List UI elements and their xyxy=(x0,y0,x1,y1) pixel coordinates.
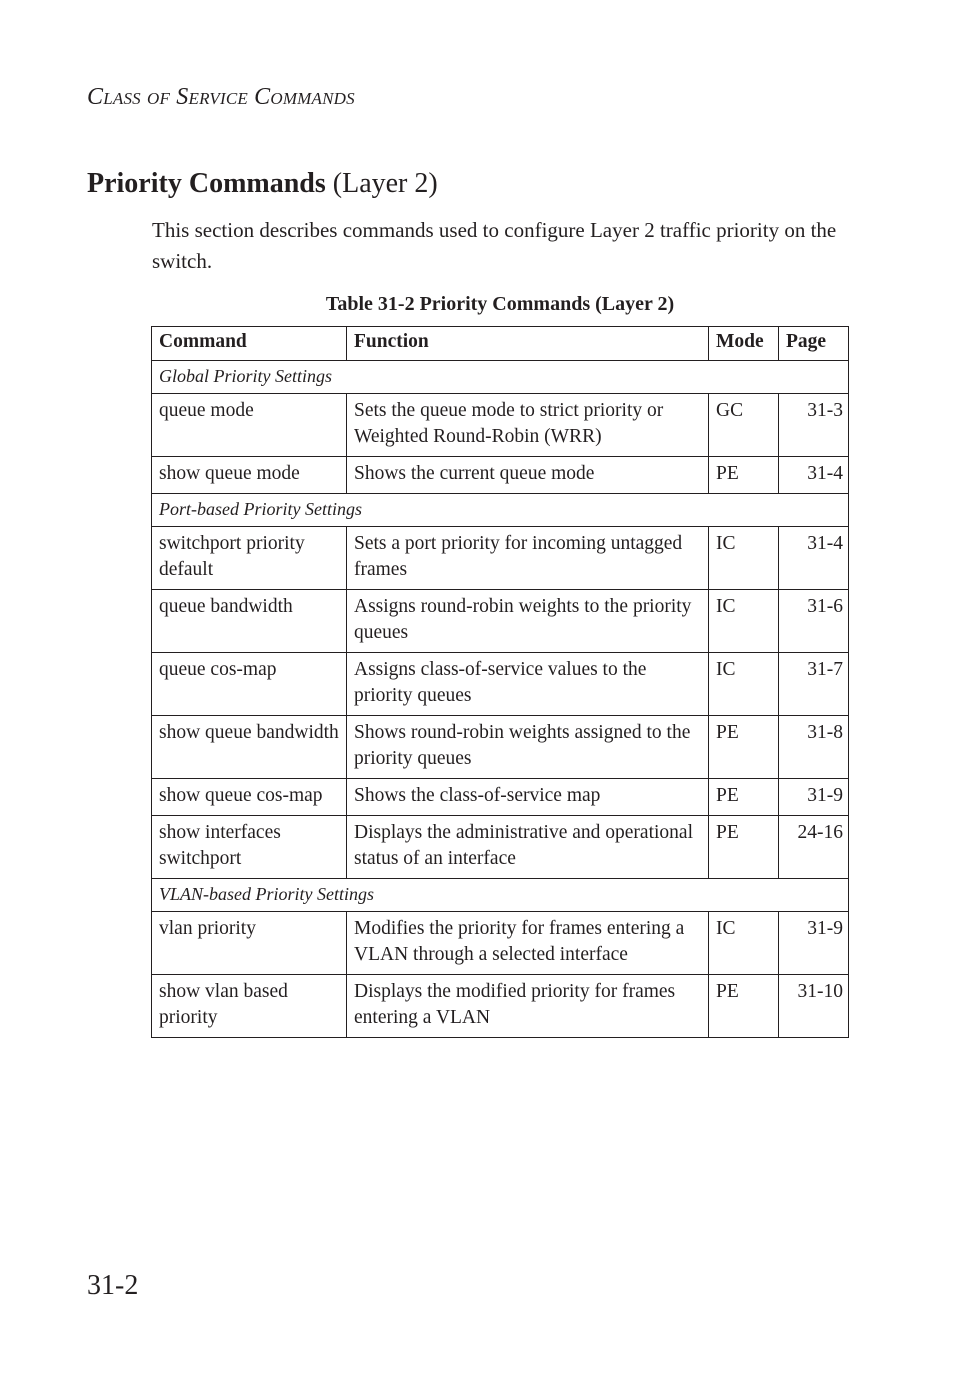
section-heading xyxy=(87,168,438,200)
cell-page: 31-6 xyxy=(779,590,849,653)
table-row xyxy=(152,653,849,716)
table-body xyxy=(152,361,849,1038)
running-head: Class of Service Commands xyxy=(87,84,355,110)
cell-mode: IC xyxy=(709,653,779,716)
cell-page: 31-9 xyxy=(779,779,849,816)
cell-command: queue bandwidth xyxy=(152,590,347,653)
cell-mode: IC xyxy=(709,590,779,653)
cell-function: Displays the administrative and operational status of an interface xyxy=(347,816,709,879)
cell-page: 31-8 xyxy=(779,716,849,779)
group-label: Global Priority Settings xyxy=(152,361,849,394)
cell-function: Assigns class-of-service values to the priority queues xyxy=(347,653,709,716)
cell-command: show interfaces switchport xyxy=(152,816,347,879)
cell-mode: PE xyxy=(709,779,779,816)
group-row xyxy=(152,494,849,527)
group-row xyxy=(152,879,849,912)
cell-function: Shows round-robin weights assigned to the priority queues xyxy=(347,716,709,779)
cell-command: switchport priority default xyxy=(152,527,347,590)
cell-function: Assigns round-robin weights to the priority queues xyxy=(347,590,709,653)
cell-command: show vlan based priority xyxy=(152,975,347,1038)
table-row xyxy=(152,457,849,494)
cell-page: 31-10 xyxy=(779,975,849,1038)
cell-page: 31-3 xyxy=(779,394,849,457)
cell-function: Shows the current queue mode xyxy=(347,457,709,494)
table-row xyxy=(152,779,849,816)
table-row xyxy=(152,394,849,457)
cell-command: queue cos-map xyxy=(152,653,347,716)
cell-function: Sets the queue mode to strict priority or Weighted Round-Robin (WRR) xyxy=(347,394,709,457)
cell-mode: IC xyxy=(709,912,779,975)
group-label: VLAN-based Priority Settings xyxy=(152,879,849,912)
table-row xyxy=(152,527,849,590)
cell-command: queue mode xyxy=(152,394,347,457)
header-function: Function xyxy=(347,327,709,361)
table-row xyxy=(152,716,849,779)
cell-command: vlan priority xyxy=(152,912,347,975)
table-row xyxy=(152,975,849,1038)
group-row xyxy=(152,361,849,394)
header-page: Page xyxy=(779,327,849,361)
intro-paragraph: This section describes commands used to configure Layer 2 traffic priority on the switch. xyxy=(152,218,837,273)
priority-commands-table xyxy=(151,326,849,1038)
table-row xyxy=(152,590,849,653)
cell-mode: PE xyxy=(709,975,779,1038)
cell-function: Shows the class-of-service map xyxy=(347,779,709,816)
cell-command: show queue cos-map xyxy=(152,779,347,816)
group-label: Port-based Priority Settings xyxy=(152,494,849,527)
cell-mode: IC xyxy=(709,527,779,590)
cell-mode: PE xyxy=(709,816,779,879)
cell-command: show queue mode xyxy=(152,457,347,494)
cell-function: Modifies the priority for frames entering a VLAN through a selected interface xyxy=(347,912,709,975)
header-command: Command xyxy=(152,327,347,361)
cell-page: 31-4 xyxy=(779,527,849,590)
table-row xyxy=(152,816,849,879)
header-mode: Mode xyxy=(709,327,779,361)
cell-page: 31-9 xyxy=(779,912,849,975)
cell-function: Displays the modified priority for frames entering a VLAN xyxy=(347,975,709,1038)
cell-page: 24-16 xyxy=(779,816,849,879)
table-row xyxy=(152,912,849,975)
cell-page: 31-4 xyxy=(779,457,849,494)
cell-mode: PE xyxy=(709,716,779,779)
cell-function: Sets a port priority for incoming untagged frames xyxy=(347,527,709,590)
cell-mode: PE xyxy=(709,457,779,494)
table-header-row xyxy=(152,327,849,361)
table-caption: Table 31-2 Priority Commands (Layer 2) xyxy=(325,293,675,315)
section-subtitle: (Layer 2) xyxy=(332,168,438,199)
section-title: Priority Commands xyxy=(87,168,326,199)
cell-command: show queue bandwidth xyxy=(152,716,347,779)
cell-page: 31-7 xyxy=(779,653,849,716)
page-number: 31-2 xyxy=(87,1270,139,1301)
cell-mode: GC xyxy=(709,394,779,457)
